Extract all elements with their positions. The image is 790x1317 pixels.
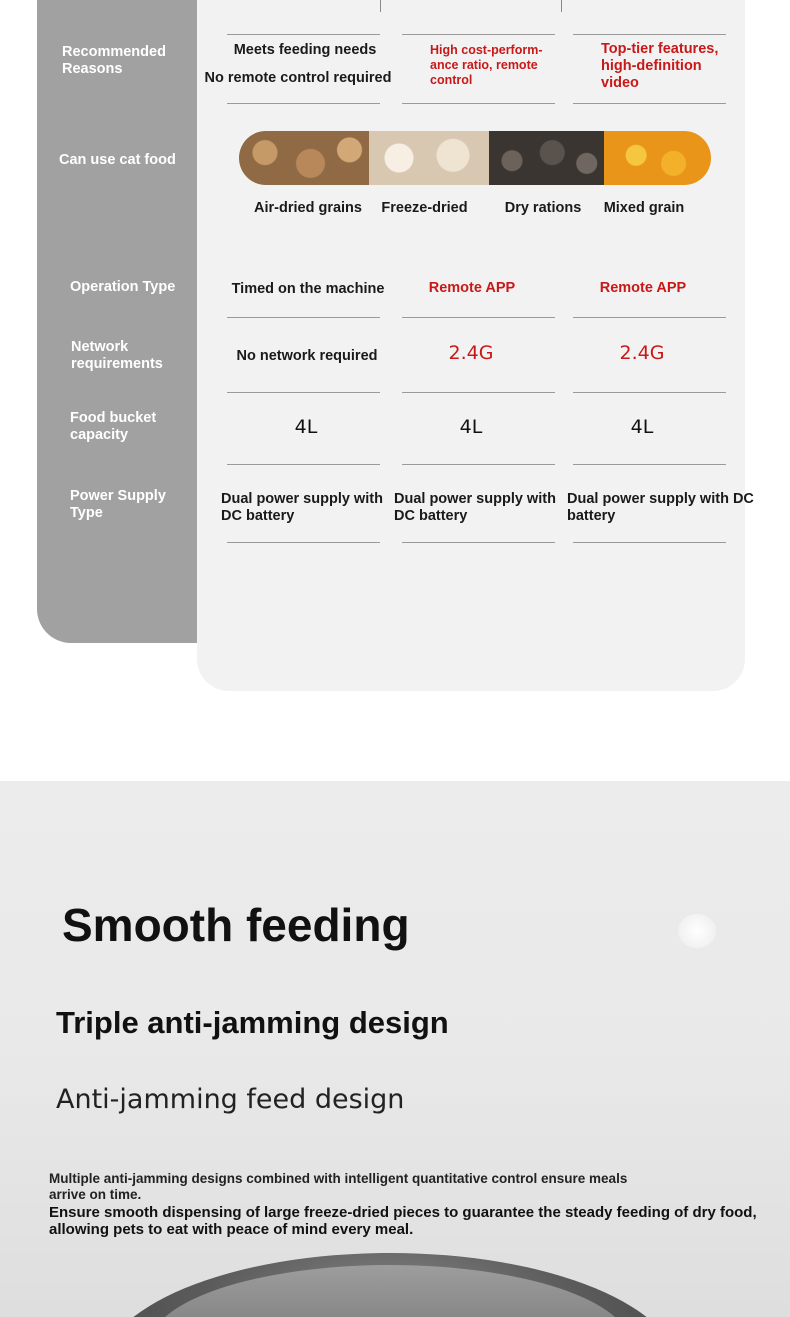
row-divider — [227, 392, 380, 393]
row-divider — [402, 34, 555, 35]
network-col1: No network required — [236, 348, 378, 364]
cat-food-image-strip — [239, 131, 711, 185]
bucket-col1: 4L — [294, 416, 318, 438]
feature-paragraph-1: Multiple anti-jamming designs combined with intelligent quantitative control ensure meals arrive on time. — [49, 1171, 628, 1202]
row-divider — [573, 464, 726, 465]
operation-col1: Timed on the machine — [231, 281, 385, 297]
network-col3: 2.4G — [619, 342, 665, 364]
row-label-recommended: Recommended Reasons — [62, 44, 166, 77]
row-divider — [402, 103, 555, 104]
row-divider — [573, 317, 726, 318]
row-label-network: Network requirements — [71, 339, 163, 372]
feature-section — [0, 781, 790, 1317]
operation-col3: Remote APP — [599, 280, 687, 296]
network-col2: 2.4G — [448, 342, 494, 364]
power-col3: Dual power supply with DC battery — [567, 491, 754, 524]
row-divider — [227, 542, 380, 543]
food-label-freeze-dried: Freeze-dried — [381, 200, 468, 216]
column-divider — [380, 0, 381, 12]
row-label-operation: Operation Type — [70, 279, 176, 295]
row-divider — [402, 392, 555, 393]
row-divider — [573, 542, 726, 543]
column-divider — [561, 0, 562, 12]
row-divider — [227, 103, 380, 104]
operation-col2: Remote APP — [428, 280, 516, 296]
row-label-cat-food: Can use cat food — [59, 152, 176, 168]
feeder-device-lid — [150, 1265, 630, 1317]
food-label-dry-rations: Dry rations — [504, 200, 582, 216]
row-divider — [402, 464, 555, 465]
dry-rations-food-image — [489, 131, 604, 185]
row-divider — [573, 34, 726, 35]
decorative-bubble — [678, 914, 716, 948]
row-divider — [402, 542, 555, 543]
recommended-col1-line1: Meets feeding needs — [233, 42, 377, 58]
power-col1: Dual power supply with DC battery — [221, 491, 383, 524]
row-divider — [402, 317, 555, 318]
row-divider — [227, 317, 380, 318]
bucket-col2: 4L — [459, 416, 483, 438]
row-divider — [573, 103, 726, 104]
feature-subtitle: Triple anti-jamming design — [56, 1005, 449, 1040]
recommended-col2: High cost-perform-ance ratio, remote control — [430, 43, 543, 87]
recommended-col1-line2: No remote control required — [204, 70, 392, 86]
feature-tagline: Anti-jamming feed design — [56, 1084, 405, 1115]
mixed-grain-food-image — [604, 131, 711, 185]
row-label-power: Power Supply Type — [70, 488, 166, 521]
recommended-col3: Top-tier features, high-definition video — [601, 41, 719, 91]
row-label-column — [37, 0, 197, 643]
feature-paragraph-2: Ensure smooth dispensing of large freeze-dried pieces to guarantee the steady feeding of dry food, allowing pets to eat with peace of mind every meal. — [49, 1204, 757, 1238]
feature-title: Smooth feeding — [62, 899, 410, 951]
row-divider — [227, 34, 380, 35]
food-label-mixed-grain: Mixed grain — [603, 200, 685, 216]
power-col2: Dual power supply with DC battery — [394, 491, 556, 524]
food-label-air-dried: Air-dried grains — [254, 200, 362, 216]
air-dried-food-image — [239, 131, 369, 185]
bucket-col3: 4L — [630, 416, 654, 438]
row-label-bucket: Food bucket capacity — [70, 410, 157, 443]
row-divider — [227, 464, 380, 465]
freeze-dried-food-image — [369, 131, 489, 185]
row-divider — [573, 392, 726, 393]
